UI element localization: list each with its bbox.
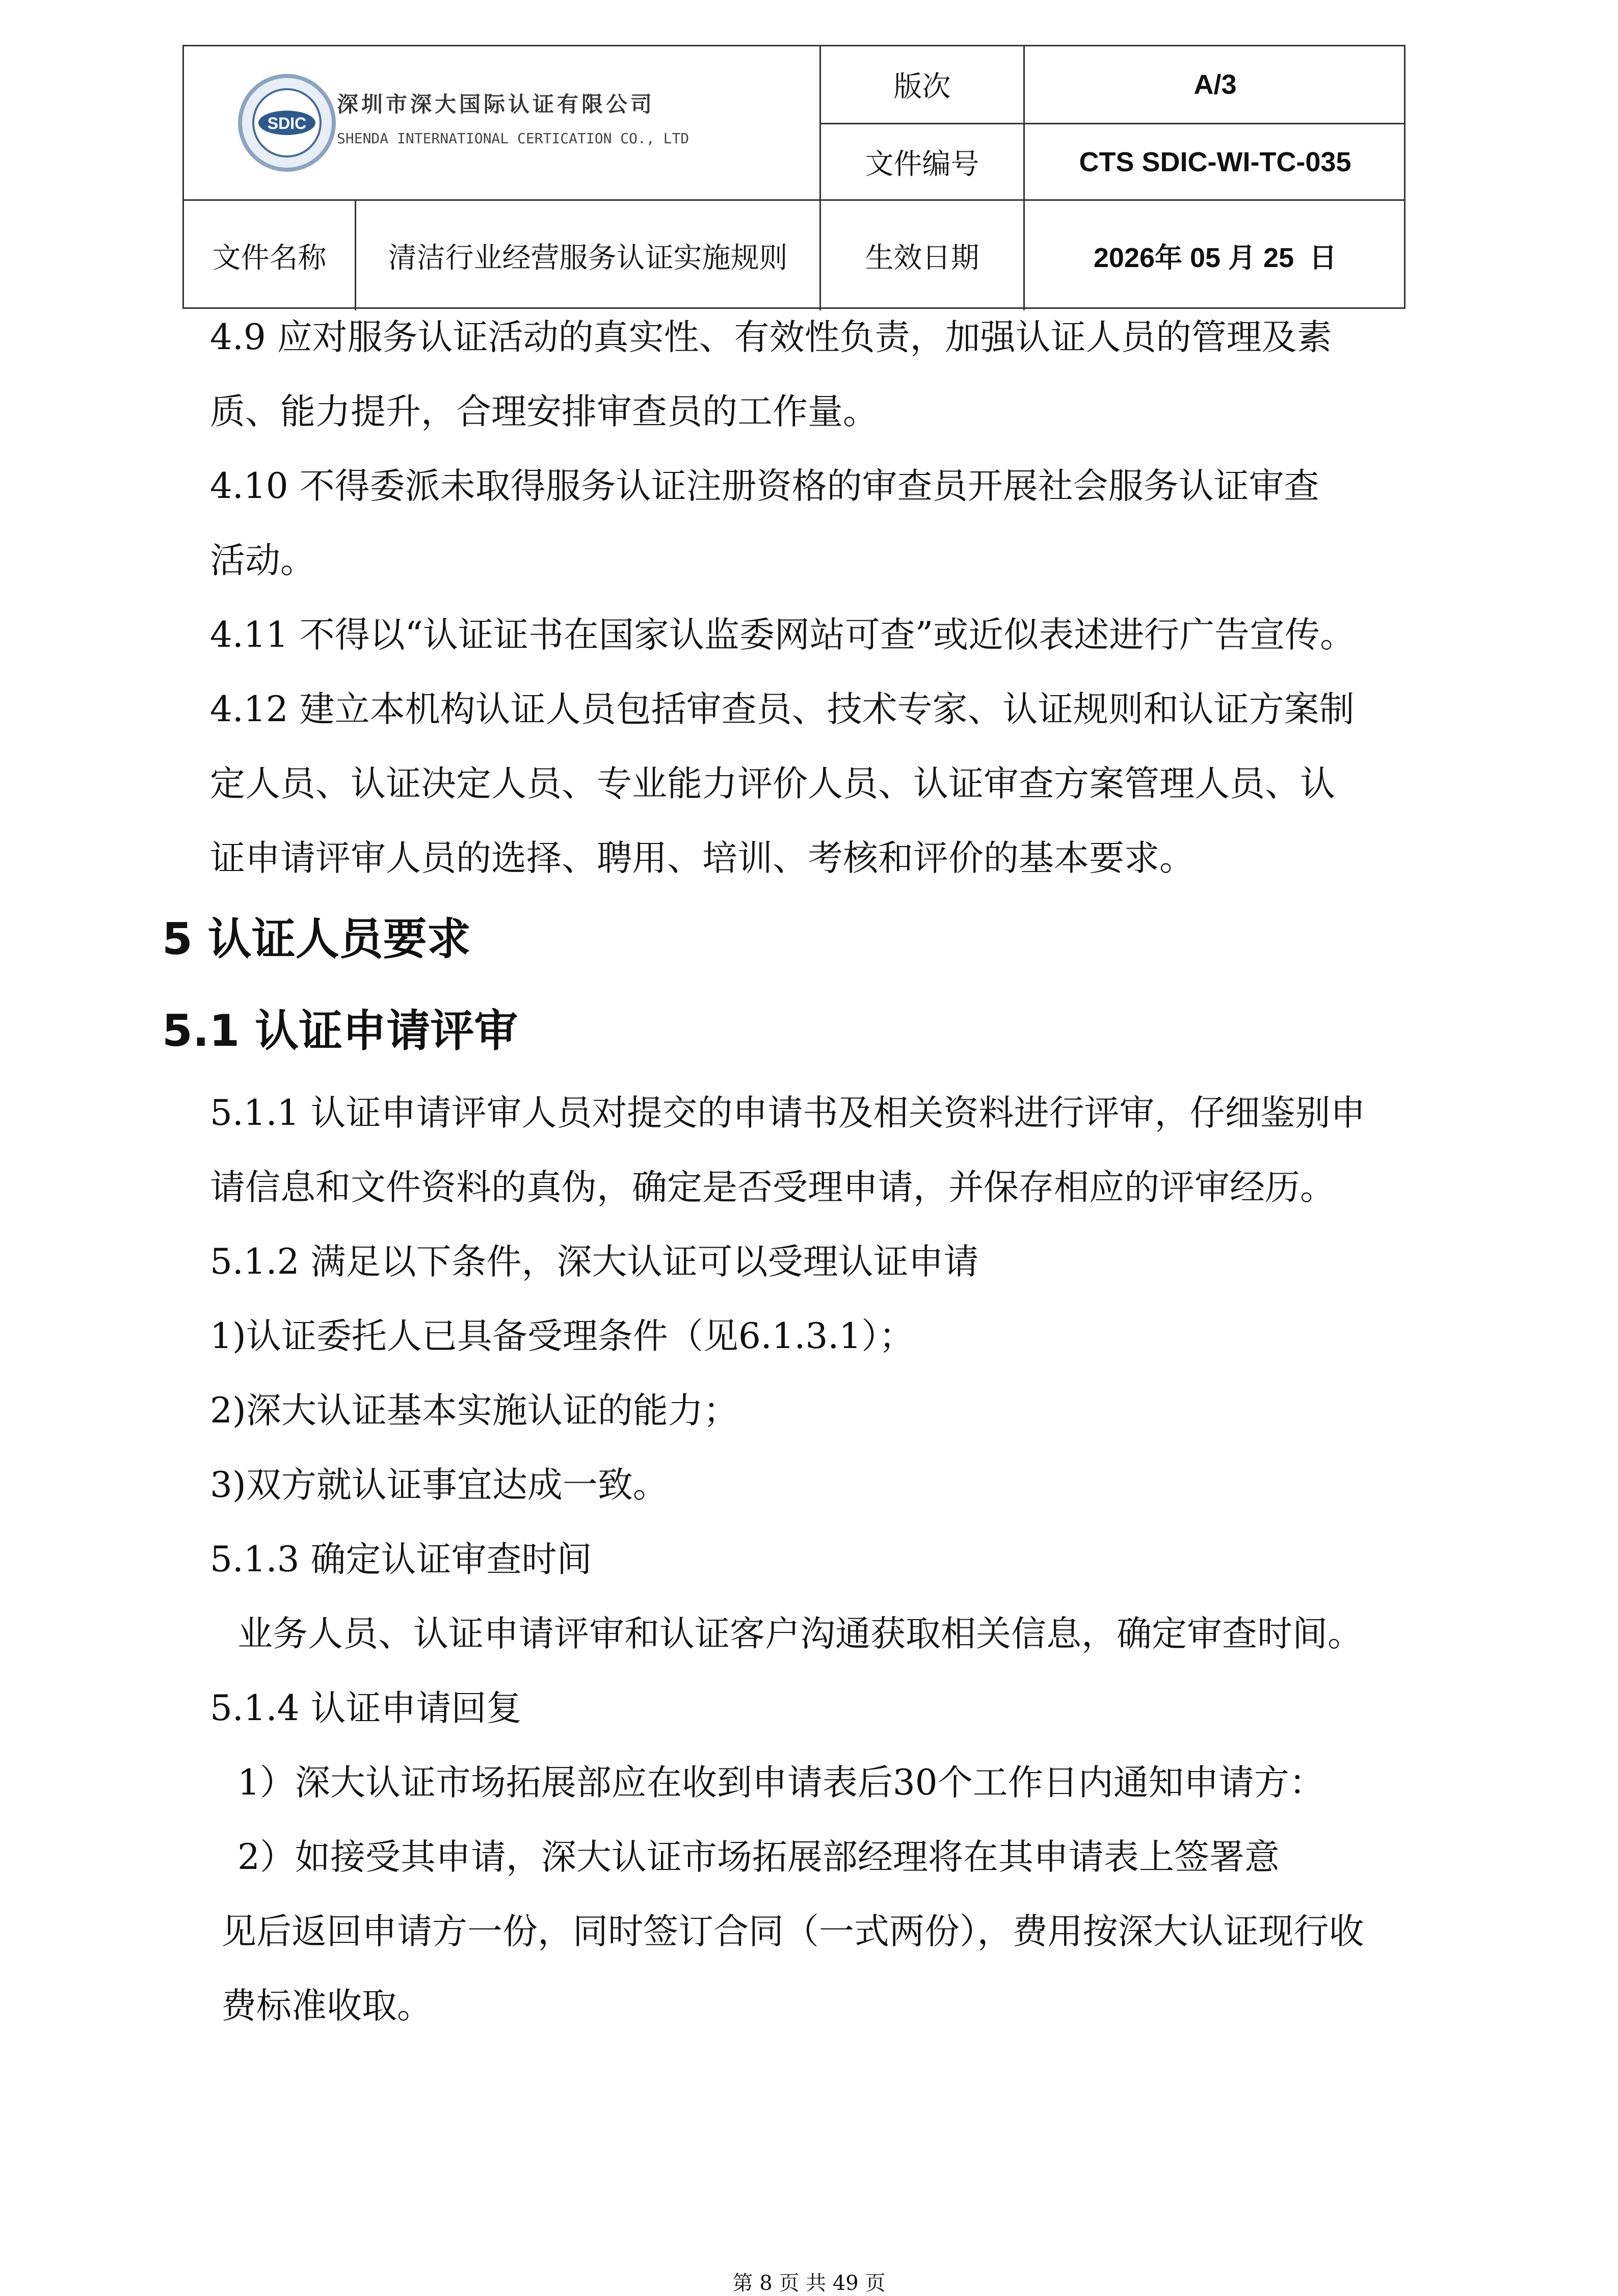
clause-4-10-line1: 4.10 不得委派未取得服务认证注册资格的审查员开展社会服务认证审查 <box>210 466 1319 507</box>
clause-5-1-4: 5.1.4 认证申请回复 <box>210 1688 522 1729</box>
doc-number-value: CTS SDIC-WI-TC-035 <box>1079 146 1351 177</box>
logo-mark-text: SDIC <box>267 114 307 133</box>
clause-5-1-1-line2: 请信息和文件资料的真伪，确定是否受理申请，并保存相应的评审经历。 <box>210 1167 1335 1208</box>
version-label: 版次 <box>893 70 951 103</box>
clause-4-9-line1: 4.9 应对服务认证活动的真实性、有效性负责，加强认证人员的管理及素 <box>210 317 1332 358</box>
doc-name-label: 文件名称 <box>212 241 327 275</box>
page-number-footer: 第 8 页 共 49 页 <box>732 2272 886 2295</box>
company-name-cn: 深圳市深大国际认证有限公司 <box>337 92 655 117</box>
doc-number-label: 文件编号 <box>865 147 979 181</box>
clause-4-12-line1: 4.12 建立本机构认证人员包括审查员、技术专家、认证规则和认证方案制 <box>210 689 1355 730</box>
clause-4-10-line2: 活动。 <box>210 540 315 581</box>
clause-4-11: 4.11 不得以“认证证书在国家认监委网站可查”或近似表述进行广告宣传。 <box>210 615 1356 655</box>
section-heading-5-1: 5.1 认证申请评审 <box>162 1006 518 1057</box>
version-value: A/3 <box>1193 69 1237 100</box>
clause-4-9-line2: 质、能力提升，合理安排审查员的工作量。 <box>210 391 878 432</box>
clause-5-1-3-body: 业务人员、认证申请评审和认证客户沟通获取相关信息，确定审查时间。 <box>237 1614 1363 1654</box>
company-logo <box>184 46 819 199</box>
clause-5-1-3: 5.1.3 确定认证审查时间 <box>210 1539 592 1580</box>
reply-item-2-line2: 见后返回申请方一份，同时签订合同（一式两份），费用按深大认证现行收 <box>221 1911 1364 1952</box>
condition-item-2: 2)深大认证基本实施认证的能力； <box>210 1390 738 1431</box>
effective-date-value: 2026年 05 月 25 日 <box>1093 243 1337 273</box>
doc-name-value: 清洁行业经营服务认证实施规则 <box>388 241 788 275</box>
clause-4-12-line2: 定人员、认证决定人员、专业能力评价人员、认证审查方案管理人员、认 <box>210 763 1335 804</box>
effective-date-label: 生效日期 <box>865 241 979 275</box>
reply-item-2-line1: 2）如接受其申请，深大认证市场拓展部经理将在其申请表上签署意 <box>237 1837 1280 1878</box>
company-name-en: SHENDA INTERNATIONAL CERTICATION CO., LTD <box>337 130 689 147</box>
clause-5-1-2: 5.1.2 满足以下条件，深大认证可以受理认证申请 <box>210 1242 979 1282</box>
reply-item-2-line3: 费标准收取。 <box>221 1986 432 2026</box>
document-header-table <box>182 45 1405 309</box>
condition-item-3: 3)双方就认证事宜达成一致。 <box>210 1465 668 1506</box>
reply-item-1: 1）深大认证市场拓展部应在收到申请表后30个工作日内通知申请方： <box>237 1762 1324 1803</box>
section-heading-5: 5 认证人员要求 <box>162 914 471 965</box>
clause-4-12-line3: 证申请评审人员的选择、聘用、培训、考核和评价的基本要求。 <box>210 838 1195 879</box>
condition-item-1: 1)认证委托人已具备受理条件（见6.1.3.1）； <box>210 1316 914 1357</box>
clause-5-1-1-line1: 5.1.1 认证申请评审人员对提交的申请书及相关资料进行评审，仔细鉴别申 <box>210 1093 1366 1133</box>
